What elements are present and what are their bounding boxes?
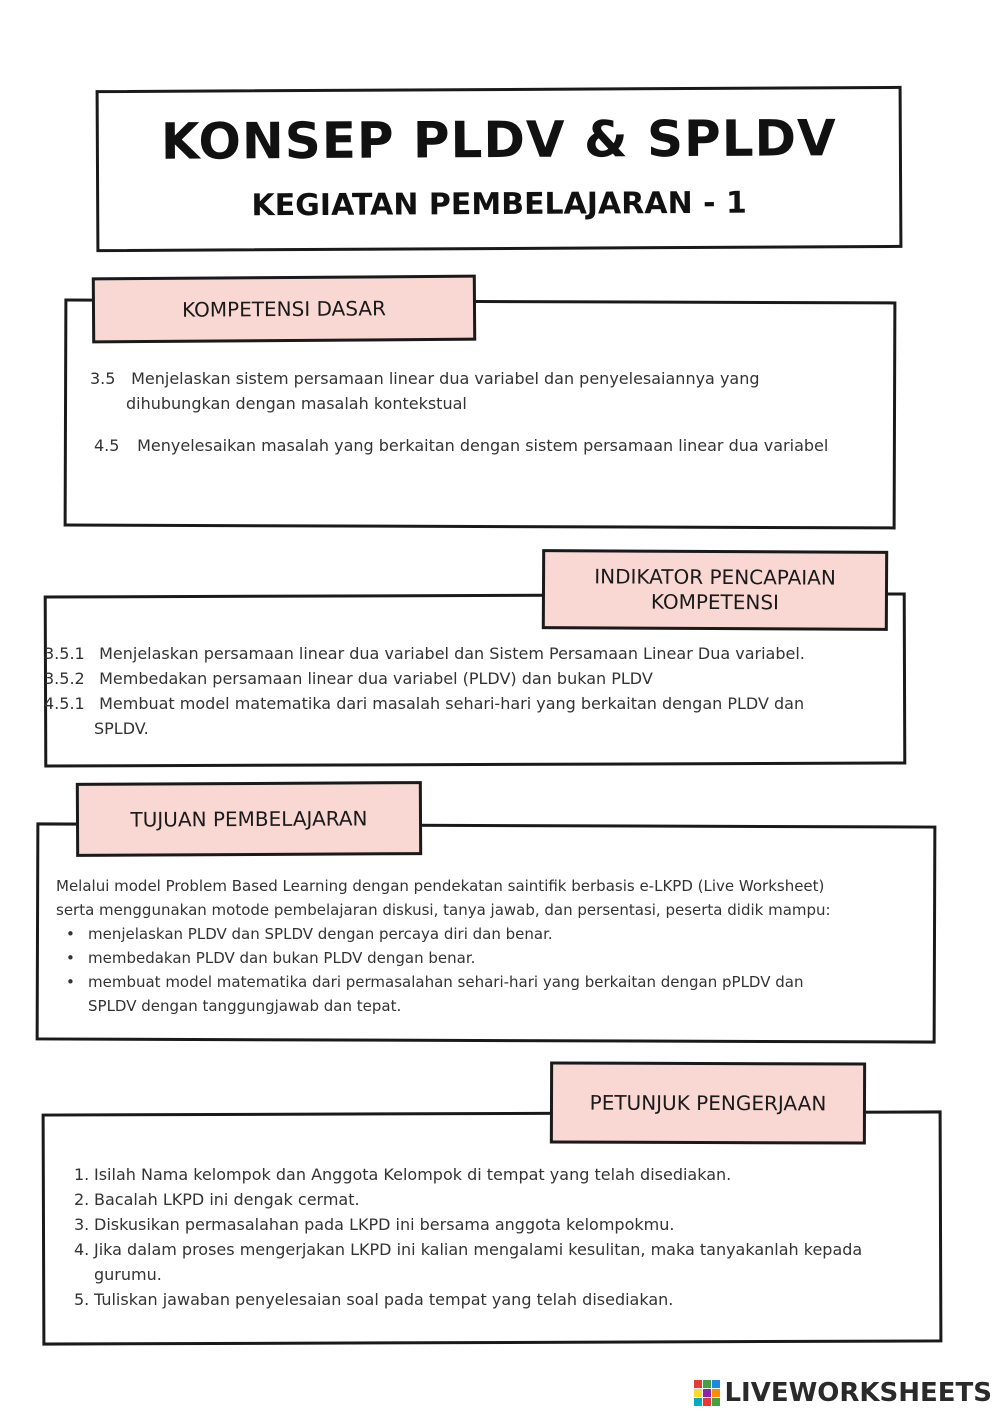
liveworksheets-logo-icon bbox=[694, 1380, 720, 1406]
step-number: 1. bbox=[74, 1165, 90, 1184]
indikator-item bbox=[44, 691, 894, 716]
step-text: Bacalah LKPD ini dengak cermat. bbox=[94, 1190, 360, 1209]
logo-square bbox=[703, 1398, 711, 1406]
indikator-label-line1: INDIKATOR PENCAPAIAN bbox=[594, 564, 836, 590]
kd-item-text: Menjelaskan sistem persamaan linear dua variabel dan penyelesaiannya yang bbox=[131, 369, 760, 388]
step-number: 2. bbox=[74, 1190, 90, 1209]
kd-item-text: Menyelesaikan masalah yang berkaitan dengan sistem persamaan linear dua variabel bbox=[137, 436, 829, 455]
logo-square bbox=[694, 1398, 702, 1406]
tujuan-bullet-text: menjelaskan PLDV dan SPLDV dengan percaya diri dan benar. bbox=[88, 925, 553, 943]
kd-item-number: 3.5 bbox=[90, 369, 116, 388]
petunjuk-tab bbox=[550, 1061, 866, 1144]
tujuan-tab bbox=[76, 781, 422, 857]
indikator-label-line2: KOMPETENSI bbox=[650, 589, 780, 615]
indikator-list bbox=[44, 641, 894, 741]
petunjuk-content bbox=[74, 1162, 924, 1312]
tujuan-bullet-text: membedakan PLDV dan bukan PLDV dengan benar. bbox=[88, 949, 476, 967]
indikator-item-number: 4.5.1 bbox=[44, 694, 85, 713]
tujuan-bullet-text-cont: SPLDV dengan tanggungjawab dan tepat. bbox=[88, 997, 402, 1015]
logo-square bbox=[703, 1380, 711, 1388]
petunjuk-label: PETUNJUK PENGERJAAN bbox=[589, 1090, 827, 1115]
kd-item-continued bbox=[90, 391, 880, 416]
step-text: Isilah Nama kelompok dan Anggota Kelompok di tempat yang telah disediakan. bbox=[94, 1165, 732, 1184]
logo-square bbox=[703, 1389, 711, 1397]
logo-square bbox=[694, 1389, 702, 1397]
step-number: 4. bbox=[74, 1240, 90, 1259]
page-title: KONSEP PLDV & SPLDV bbox=[160, 109, 837, 171]
indikator-item bbox=[44, 641, 894, 666]
step-text: Jika dalam proses mengerjakan LKPD ini kalian mengalami kesulitan, maka tanyakanlah kepada bbox=[94, 1240, 863, 1259]
list-item bbox=[74, 1212, 924, 1237]
indikator-item-text-cont: SPLDV. bbox=[94, 719, 149, 738]
tujuan-intro-line: Melalui model Problem Based Learning dengan pendekatan saintifik berbasis e-LKPD (Live Worksheet) bbox=[56, 877, 825, 895]
indikator-item-continued bbox=[44, 716, 894, 741]
step-number: 3. bbox=[74, 1215, 90, 1234]
brand-name: LIVEWORKSHEETS bbox=[724, 1378, 992, 1408]
tujuan-bullet-text: • membuat model matematika dari permasalahan sehari-hari yang berkaitan dengan pPLDV dan bbox=[88, 973, 804, 991]
step-text: Tuliskan jawaban penyelesaian soal pada tempat yang telah disediakan. bbox=[94, 1290, 674, 1309]
indikator-item-number: 3.5.1 bbox=[44, 644, 85, 663]
logo-square bbox=[712, 1389, 720, 1397]
logo-square bbox=[712, 1380, 720, 1388]
kd-item bbox=[90, 366, 880, 391]
list-item bbox=[74, 1287, 924, 1312]
indikator-item-text: Membuat model matematika dari masalah sehari-hari yang berkaitan dengan PLDV dan bbox=[99, 694, 805, 713]
kompetensi-dasar-tab bbox=[92, 275, 476, 344]
kd-item-number: 4.5 bbox=[94, 436, 120, 455]
step-text-cont: gurumu. bbox=[94, 1265, 162, 1284]
tujuan-label: TUJUAN PEMBELAJARAN bbox=[130, 805, 368, 832]
logo-square bbox=[712, 1398, 720, 1406]
list-item bbox=[56, 946, 926, 970]
indikator-item bbox=[44, 666, 894, 691]
kompetensi-dasar-label: KOMPETENSI DASAR bbox=[181, 295, 386, 322]
liveworksheets-footer[interactable] bbox=[694, 1378, 992, 1408]
list-item bbox=[74, 1187, 924, 1212]
list-item bbox=[56, 970, 926, 1018]
indikator-item-text: Menjelaskan persamaan linear dua variabel dan Sistem Persamaan Linear Dua variabel. bbox=[99, 644, 805, 663]
tujuan-content bbox=[56, 874, 926, 1018]
tujuan-bullet-list bbox=[56, 922, 926, 1018]
indikator-tab bbox=[542, 549, 888, 631]
petunjuk-steps bbox=[74, 1162, 924, 1312]
page-subtitle: KEGIATAN PEMBELAJARAN - 1 bbox=[251, 185, 747, 224]
step-number: 5. bbox=[74, 1290, 90, 1309]
tujuan-intro-line: serta menggunakan motode pembelajaran diskusi, tanya jawab, dan persentasi, peserta didik mampu: bbox=[56, 901, 831, 919]
step-text: Diskusikan permasalahan pada LKPD ini bersama anggota kelompokmu. bbox=[94, 1215, 675, 1234]
list-item bbox=[74, 1162, 924, 1187]
indikator-item-text: Membedakan persamaan linear dua variabel (PLDV) dan bukan PLDV bbox=[99, 669, 653, 688]
list-item bbox=[74, 1237, 924, 1287]
kd-item-text-cont: dihubungkan dengan masalah kontekstual bbox=[126, 394, 467, 413]
indikator-item-number: 3.5.2 bbox=[44, 669, 85, 688]
logo-square bbox=[694, 1380, 702, 1388]
kd-item bbox=[90, 433, 880, 458]
list-item bbox=[56, 922, 926, 946]
title-box bbox=[96, 86, 903, 252]
kompetensi-dasar-list bbox=[90, 366, 880, 458]
